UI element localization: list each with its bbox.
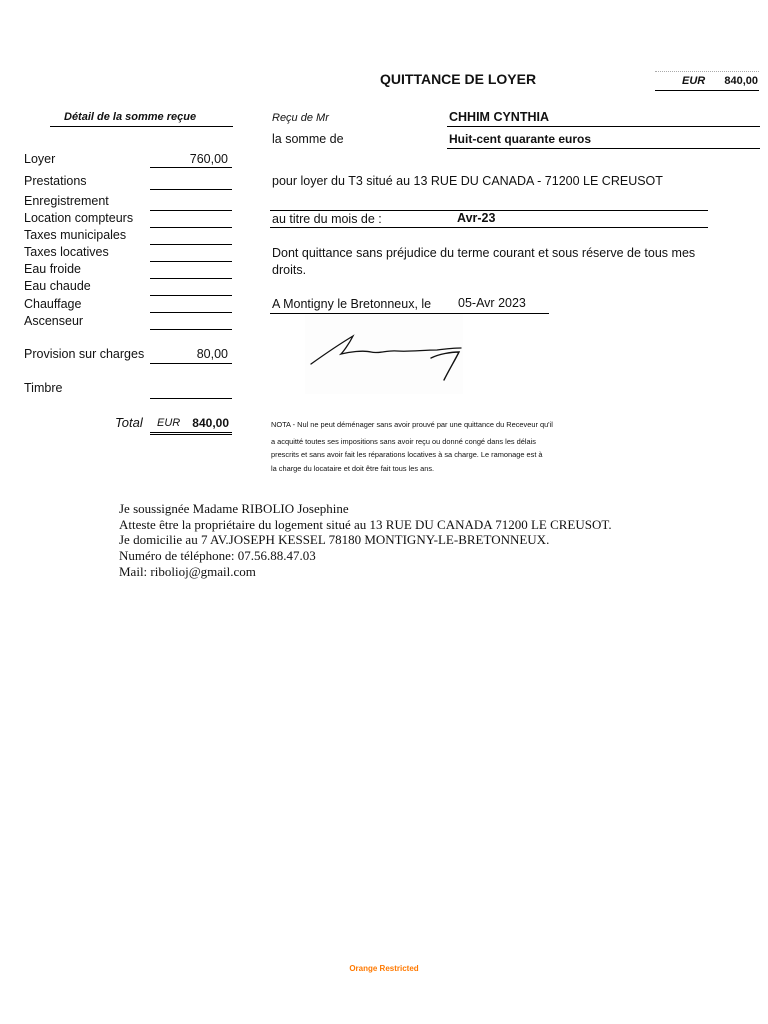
tenant-name: CHHIM CYNTHIA (449, 110, 549, 124)
document-title: QUITTANCE DE LOYER (380, 71, 537, 87)
titre-label: au titre du mois de : (272, 212, 382, 226)
chauffage-label: Chauffage (24, 297, 82, 311)
location-compteurs-rule (150, 227, 232, 228)
attestation-line-3: Je domicilie au 7 AV.JOSEPH KESSEL 78180 MONTIGNY-LE-BRETONNEUX. (119, 532, 550, 547)
timbre-rule (150, 398, 232, 399)
date-value: 05-Avr 2023 (458, 296, 526, 310)
recu-label: Reçu de Mr (272, 112, 329, 124)
eau-froide-label: Eau froide (24, 262, 81, 276)
loyer-value: 760,00 (189, 152, 228, 166)
provision-rule (150, 363, 232, 364)
quittance-line-2: droits. (272, 263, 307, 277)
taxes-municipales-label: Taxes municipales (24, 228, 127, 242)
somme-label: la somme de (272, 132, 344, 146)
provision-label: Provision sur charges (24, 347, 145, 361)
header-amount-top-rule (655, 71, 759, 72)
eau-chaude-label: Eau chaude (24, 279, 91, 293)
ascenseur-rule (150, 329, 232, 330)
chauffage-rule (150, 312, 232, 313)
loyer-label: Loyer (24, 152, 56, 166)
prestations-label: Prestations (24, 174, 87, 188)
month-value: Avr-23 (457, 211, 496, 225)
total-rule-top (150, 432, 232, 433)
taxes-municipales-rule (150, 244, 232, 245)
timbre-label: Timbre (24, 381, 63, 395)
somme-words: Huit-cent quarante euros (449, 132, 592, 146)
total-rule-bottom (150, 434, 232, 435)
nota-line-4: la charge du locataire et doit être fait tous les ans. (271, 464, 435, 473)
eau-chaude-rule (150, 295, 232, 296)
tenant-rule (447, 126, 760, 127)
ascenseur-label: Ascenseur (24, 314, 84, 328)
attestation-line-5: Mail: ribolioj@gmail.com (119, 564, 256, 579)
attestation-line-4: Numéro de téléphone: 07.56.88.47.03 (119, 548, 316, 563)
header-amount-rule (655, 90, 759, 91)
loyer-rule (150, 167, 232, 168)
somme-rule (447, 148, 760, 149)
nota-line-2: a acquitté toutes ses impositions sans avoir reçu ou donné congé dans les délais (271, 437, 536, 446)
nota-line-3: prescrits et sans avoir fait les réparations locatives à sa charge. Le ramonage est à (271, 450, 543, 459)
detail-heading-rule (50, 126, 233, 127)
total-label: Total (115, 415, 143, 430)
attestation-line-2: Atteste être la propriétaire du logement situé au 13 RUE DU CANADA 71200 LE CREUSOT. (119, 517, 612, 532)
signature (305, 314, 463, 394)
loyer-description: pour loyer du T3 situé au 13 RUE DU CANADA - 71200 LE CREUSOT (272, 174, 663, 188)
enregistrement-label: Enregistrement (24, 194, 109, 208)
detail-heading: Détail de la somme reçue (64, 111, 197, 123)
classification-label: Orange Restricted (349, 964, 419, 973)
location-compteurs-label: Location compteurs (24, 211, 134, 225)
attestation-line-1: Je soussignée Madame RIBOLIO Josephine (119, 501, 349, 516)
enregistrement-rule (150, 210, 232, 211)
quittance-line-1: Dont quittance sans préjudice du terme courant et sous réserve de tous mes (272, 246, 696, 260)
total-value: 840,00 (192, 416, 229, 430)
total-currency: EUR (157, 417, 181, 429)
taxes-locatives-label: Taxes locatives (24, 245, 109, 259)
provision-value: 80,00 (196, 347, 228, 361)
header-currency: EUR (682, 75, 706, 87)
header-amount: 840,00 (724, 75, 758, 87)
place-text: A Montigny le Bretonneux, le (272, 297, 432, 311)
prestations-rule (150, 189, 232, 190)
eau-froide-rule (150, 278, 232, 279)
taxes-locatives-rule (150, 261, 232, 262)
nota-line-1: NOTA - Nul ne peut déménager sans avoir prouvé par une quittance du Receveur qu'il (271, 420, 553, 429)
titre-rule-bottom (270, 227, 708, 228)
